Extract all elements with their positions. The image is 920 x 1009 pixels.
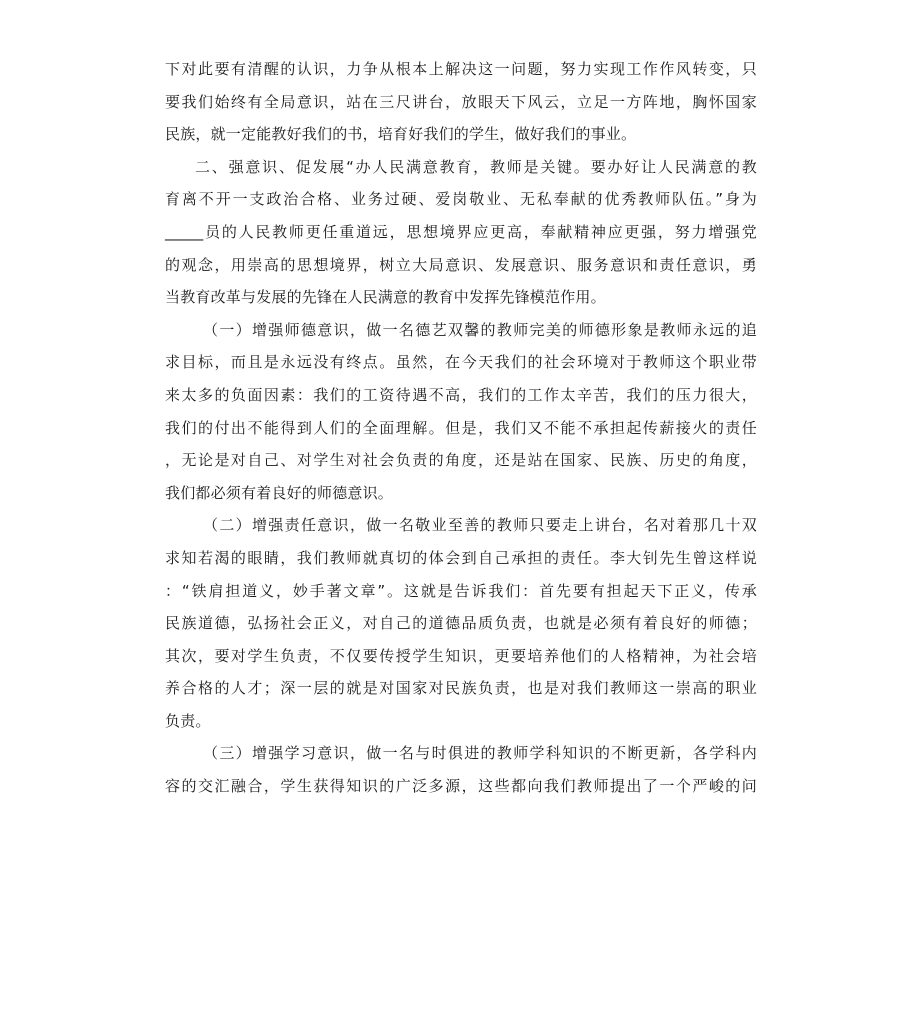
text-line: 求知若渴的眼睛，我们教师就真切的体会到自己承担的责任。李大钊先生曾这样说 — [165, 548, 757, 567]
text-line: （二）增强责任意识，做一名敬业至善的教师只要走上讲台，名对着那几十双 — [203, 516, 757, 535]
text-line: 二、强意识、促发展“办人民满意教育，教师是关键。要办好让人民满意的教 — [195, 157, 757, 176]
text-line: 容的交汇融合，学生获得知识的广泛多源，这些都向我们教师提出了一个严峻的问 — [165, 777, 757, 796]
text-line: 其次，要对学生负责，不仅要传授学生知识，更要培养他们的人格精神，为社会培 — [165, 646, 757, 665]
text-line: 当教育改革与发展的先锋在人民满意的教育中发挥先锋模范作用。 — [165, 288, 606, 307]
text-line: ：“铁肩担道义，妙手著文章”。这就是告诉我们：首先要有担起天下正义，传承 — [165, 581, 757, 600]
text-line: 民族，就一定能教好我们的书，培育好我们的学生，做好我们的事业。 — [165, 125, 637, 144]
text-line: 负责。 — [165, 711, 211, 730]
text-line: _____员的人民教师更任重道远，思想境界应更高，奉献精神应更强，努力增强党 — [165, 222, 757, 241]
text-line: ，无论是对自己、对学生对社会负责的角度，还是站在国家、民族、历史的角度， — [165, 451, 757, 470]
paragraph-1 — [165, 53, 757, 151]
text-line: 我们都必须有着良好的师德意识。 — [165, 483, 394, 502]
text-line: 下对此要有清醒的认识，力争从根本上解决这一问题，努力实现工作作风转变，只 — [165, 60, 757, 78]
paragraph-3 — [165, 314, 757, 510]
text-line: 求目标，而且是永远没有终点。虽然，在今天我们的社会环境对于教师这个职业带 — [165, 353, 757, 372]
text-line: 来太多的负面因素：我们的工资待遇不高，我们的工作太辛苦，我们的压力很大， — [165, 385, 757, 404]
paragraph-5 — [165, 737, 757, 802]
text-line: 我们的付出不能得到人们的全面理解。但是，我们又不能不承担起传薪接火的责任 — [165, 418, 757, 437]
text-line: 养合格的人才；深一层的就是对国家对民族负责，也是对我们教师这一崇高的职业 — [165, 679, 757, 698]
text-line: 育离不开一支政治合格、业务过硬、爱岗敬业、无私奉献的优秀教师队伍。”身为 — [165, 190, 757, 209]
text-line: （一）增强师德意识，做一名德艺双馨的教师完美的师德形象是教师永远的追 — [203, 320, 757, 339]
paragraph-2 — [165, 151, 757, 314]
paragraph-4 — [165, 509, 757, 737]
text-line: （三）增强学习意识，做一名与时俱进的教师学科知识的不断更新，各学科内 — [203, 744, 757, 763]
text-line: 要我们始终有全局意识，站在三尺讲台，放眼天下风云，立足一方阵地，胸怀国家 — [165, 92, 757, 111]
text-line: 民族道德，弘扬社会正义，对自己的道德品质负责，也就是必须有着良好的师德； — [165, 614, 757, 633]
text-line: 的观念，用崇高的思想境界，树立大局意识、发展意识、服务意识和责任意识，勇 — [165, 255, 757, 274]
document-body — [165, 53, 757, 803]
